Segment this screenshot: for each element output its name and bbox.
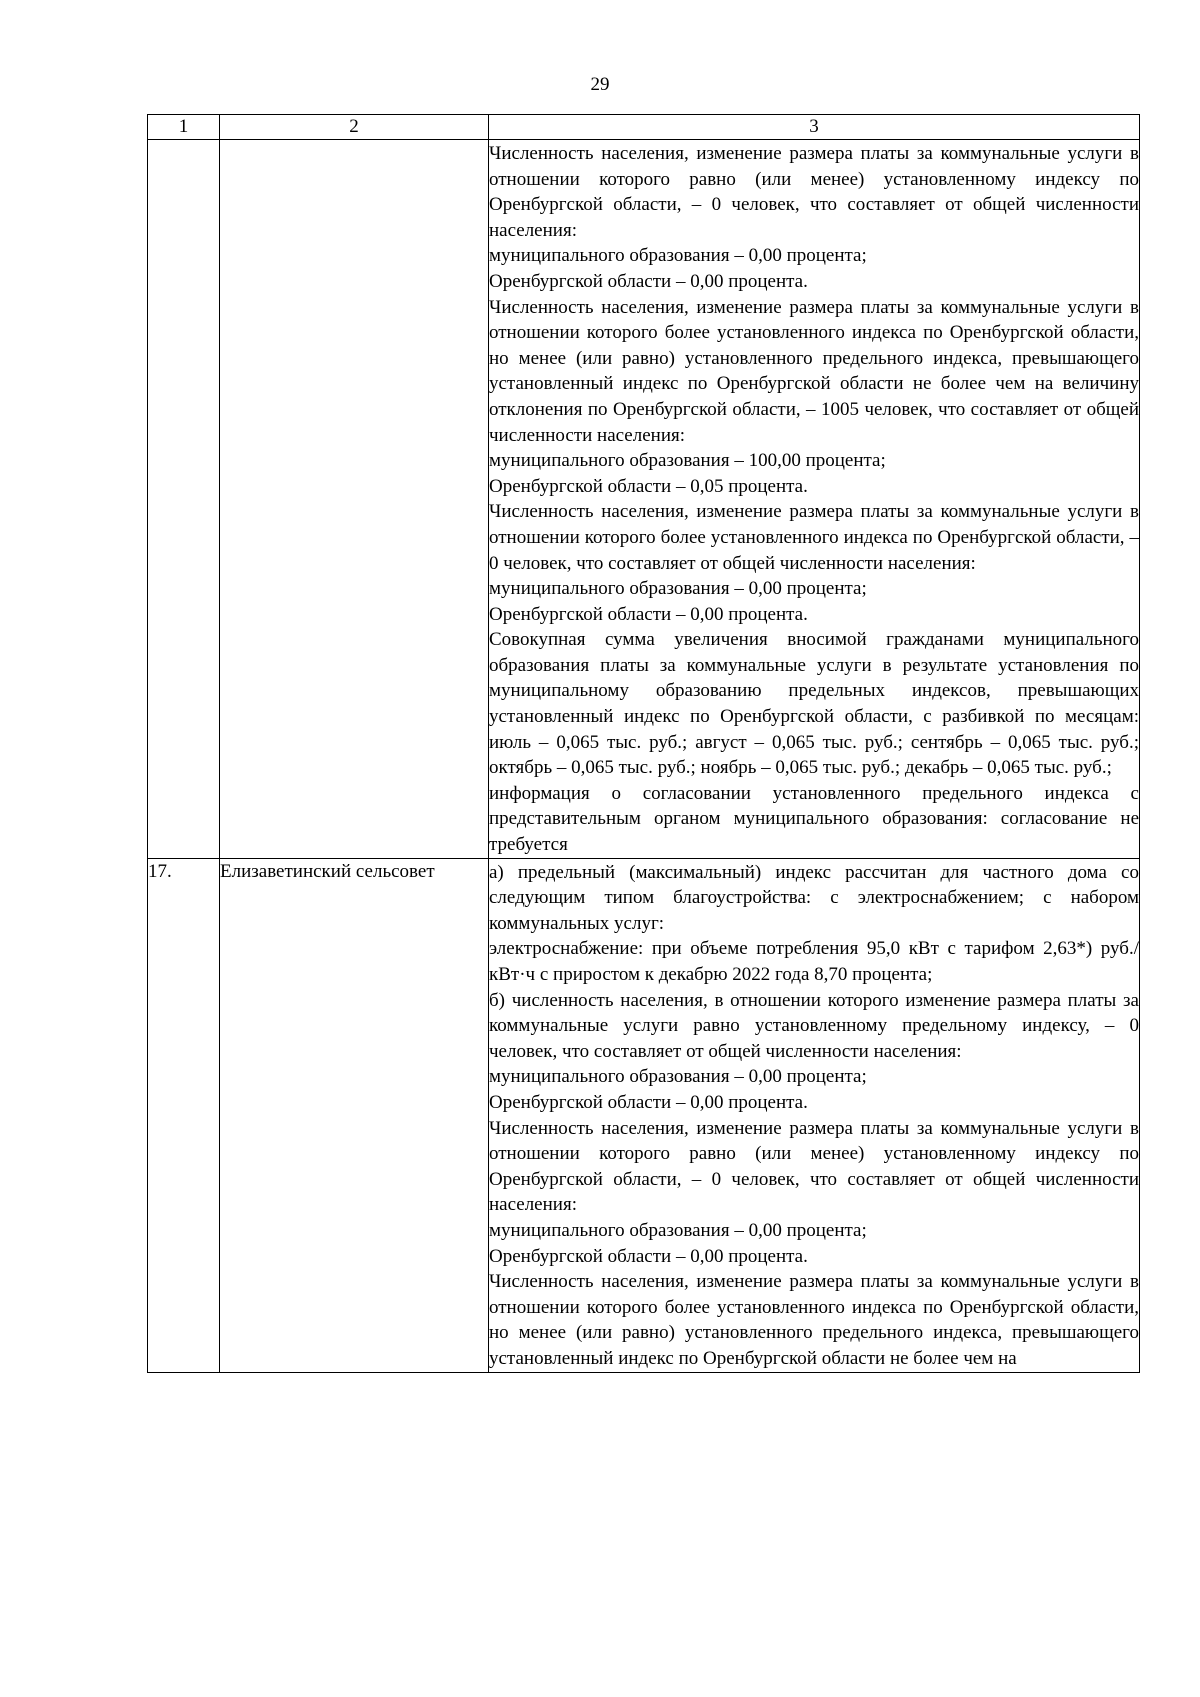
- paragraph: Совокупная сумма увеличения вносимой гражданами муниципального образования платы за коммунальные услуги в результате установления по муниципальному образованию предельных индексов, превышающих установленный индекс по Оренбургской области, с разбивкой по месяцам: июль – 0,065 тыс. руб.; август – 0,065 тыс. руб.; сентябрь – 0,065 тыс. руб.; октябрь – 0,065 тыс. руб.; ноябрь – 0,065 тыс. руб.; декабрь – 0,065 тыс. руб.;: [489, 629, 1139, 779]
- paragraph: Численность населения, изменение размера платы за коммунальные услуги в отношении которого равно (или менее) установленному индексу по Оренбургской области, – 0 человек, что составляет от общей численности населения:: [489, 143, 1139, 241]
- paragraph: Численность населения, изменение размера платы за коммунальные услуги в отношении которого более установленного индекса по Оренбургской области, но менее (или равно) установленного предельного индекса, превышающего установленный индекс по Оренбургской области не более чем на величину отклонения по Оренбургской области, – 1005 человек, что составляет от общей численности населения:: [489, 296, 1139, 446]
- paragraph: информация о согласовании установленного предельного индекса с представительным органом муниципального образования: согласование не требуется: [489, 782, 1139, 856]
- paragraph: муниципального образования – 0,00 процента;: [489, 1219, 867, 1241]
- paragraph: б) численность населения, в отношении которого изменение размера платы за коммунальные услуги равно установленному предельному индексу, – 0 человек, что составляет от общей численности населения:: [489, 989, 1139, 1062]
- paragraph: муниципального образования – 0,00 процента;: [489, 578, 867, 600]
- paragraph: Оренбургской области – 0,05 процента.: [489, 475, 808, 497]
- column-header-3: 3: [489, 115, 1140, 140]
- table-row: [148, 140, 1140, 859]
- row-number-cell: [148, 140, 220, 859]
- paragraph: Оренбургской области – 0,00 процента.: [489, 1245, 808, 1267]
- paragraph: муниципального образования – 100,00 процента;: [489, 450, 886, 472]
- paragraph: Численность населения, изменение размера платы за коммунальные услуги в отношении которого более установленного индекса по Оренбургской области, – 0 человек, что составляет от общей численности населения:: [489, 501, 1139, 574]
- data-table: [147, 114, 1140, 1373]
- column-header-2: 2: [220, 115, 489, 140]
- paragraph: Оренбургской области – 0,00 процента.: [489, 270, 808, 292]
- paragraph: а) предельный (максимальный) индекс рассчитан для частного дома со следующим типом благоустройства: с электроснабжением; с набором коммунальных услуг:: [489, 861, 1139, 934]
- page-number: 29: [590, 74, 610, 95]
- description-cell: [489, 858, 1140, 1372]
- municipality-name-cell: Елизаветинский сельсовет: [220, 858, 489, 1372]
- table-header-row: [148, 115, 1140, 140]
- paragraph: Оренбургской области – 0,00 процента.: [489, 1091, 808, 1113]
- paragraph: электроснабжение: при объеме потребления 95,0 кВт с тарифом 2,63*) руб./кВт·ч с приростом к декабрю 2022 года 8,70 процента;: [489, 938, 1139, 985]
- paragraph: муниципального образования – 0,00 процента;: [489, 1066, 867, 1088]
- table-row: [148, 858, 1140, 1372]
- column-header-1: 1: [148, 115, 220, 140]
- paragraph: муниципального образования – 0,00 процента;: [489, 245, 867, 267]
- row-number-cell: 17.: [148, 858, 220, 1372]
- description-cell: [489, 140, 1140, 859]
- municipality-name-cell: [220, 140, 489, 859]
- paragraph: Численность населения, изменение размера платы за коммунальные услуги в отношении которого более установленного индекса по Оренбургской области, но менее (или равно) установленного предельного индекса, превышающего установленный индекс по Оренбургской области не более чем на: [489, 1271, 1139, 1369]
- paragraph: Численность населения, изменение размера платы за коммунальные услуги в отношении которого равно (или менее) установленному индексу по Оренбургской области, – 0 человек, что составляет от общей численности населения:: [489, 1117, 1139, 1216]
- paragraph: Оренбургской области – 0,00 процента.: [489, 603, 808, 625]
